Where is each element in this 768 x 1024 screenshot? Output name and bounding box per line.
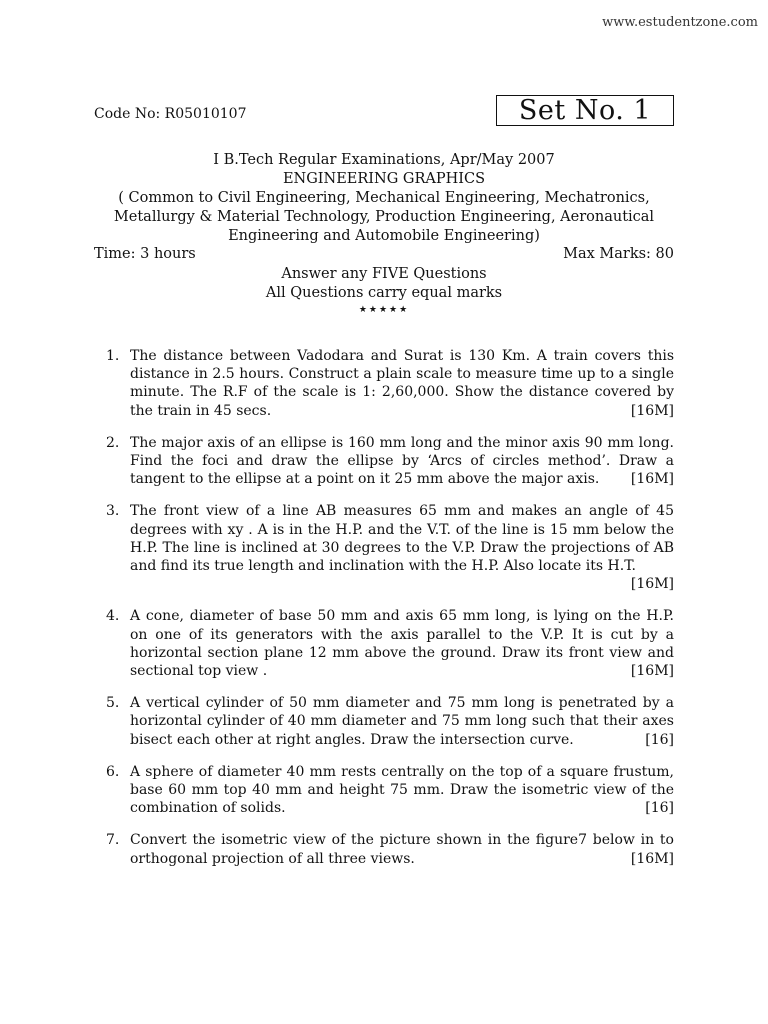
question-marks: [16M] [630,576,674,593]
question-marks: [16M] [630,471,674,488]
question-item [106,831,674,867]
question-marks: [16M] [630,402,674,419]
question-number: 2. [106,434,120,451]
question-text: The distance between Vadodara and Surat is 130 Km. A train covers this distance in 2.5 hours. Construct a plain scale to measure time up to a single minute. The R.F of the scale is 1: 2,60,000. Show the distance covered by the train in 45 secs. [130,348,674,419]
question-number: 4. [106,608,120,625]
common-to-line-3: Engineering and Automobile Engineering) [228,228,540,244]
stars-divider: ★★★★★ [358,305,410,315]
time-marks-row [94,246,674,265]
question-text: A vertical cylinder of 50 mm diameter and 75 mm long is penetrated by a horizontal cylinder of 40 mm diameter and 75 mm long such that their axes bisect each other at right angles. Draw the intersection curve. [130,695,674,748]
question-number: 5. [106,695,120,712]
code-number: Code No: R05010107 [94,106,247,122]
site-url: www.estudentzone.com [602,15,758,30]
question-text: The front view of a line AB measures 65 mm and makes an angle of 45 degrees with xy . A is in the H.P. and the V.T. of the line is 15 mm below the H.P. The line is inclined at 30 degrees to the V.P. Draw the projections of AB and find its true length and inclination with the H.P. Also locate its H.T. [130,503,674,575]
question-item [106,347,674,420]
question-marks: [16M] [630,663,674,680]
subject-title: ENGINEERING GRAPHICS [282,171,486,187]
max-marks: Max Marks: 80 [563,246,674,262]
set-number-box: Set No. 1 [496,95,674,126]
instructions [94,265,674,317]
question-number: 1. [106,348,120,364]
question-item [106,607,674,680]
exam-title-block [94,151,674,246]
question-text: A sphere of diameter 40 mm rests centrally on the top of a square frustum, base 60 mm top 40 mm and height 75 mm. Draw the isometric view of the combination of solids. [130,763,674,817]
exam-line: I B.Tech Regular Examinations, Apr/May 2007 [213,152,555,168]
question-text: Convert the isometric view of the picture shown in the figure7 below in to orthogonal projection of all three views. [130,832,674,867]
question-number: 6. [106,763,120,780]
time-allowed: Time: 3 hours [94,246,196,262]
instruction-answer: Answer any FIVE Questions [281,266,487,282]
common-to-line-1: ( Common to Civil Engineering, Mechanical Engineering, Mechatronics, [118,190,650,206]
question-marks: [16] [645,800,674,817]
question-item [106,434,674,489]
question-list [106,347,674,882]
question-item [106,763,674,818]
question-number: 7. [106,832,120,849]
question-marks: [16M] [630,850,674,867]
common-to-line-2: Metallurgy & Material Technology, Production Engineering, Aeronautical [113,209,655,225]
question-number: 3. [106,503,120,520]
question-text: A cone, diameter of base 50 mm and axis 65 mm long, is lying on the H.P. on one of its generators with the axis parallel to the V.P. It is cut by a horizontal section plane 12 mm above the ground. Draw its front view and sectional top view . [130,608,674,680]
question-item [106,502,674,593]
question-text: The major axis of an ellipse is 160 mm long and the minor axis 90 mm long. Find the foci and draw the ellipse by ‘Arcs of circles method’. Draw a tangent to the ellipse at a point on it 25 mm above the major axis. [130,434,674,488]
instruction-marks: All Questions carry equal marks [265,285,503,301]
header-row [94,95,674,127]
question-item [106,694,674,749]
question-marks: [16] [645,731,674,748]
